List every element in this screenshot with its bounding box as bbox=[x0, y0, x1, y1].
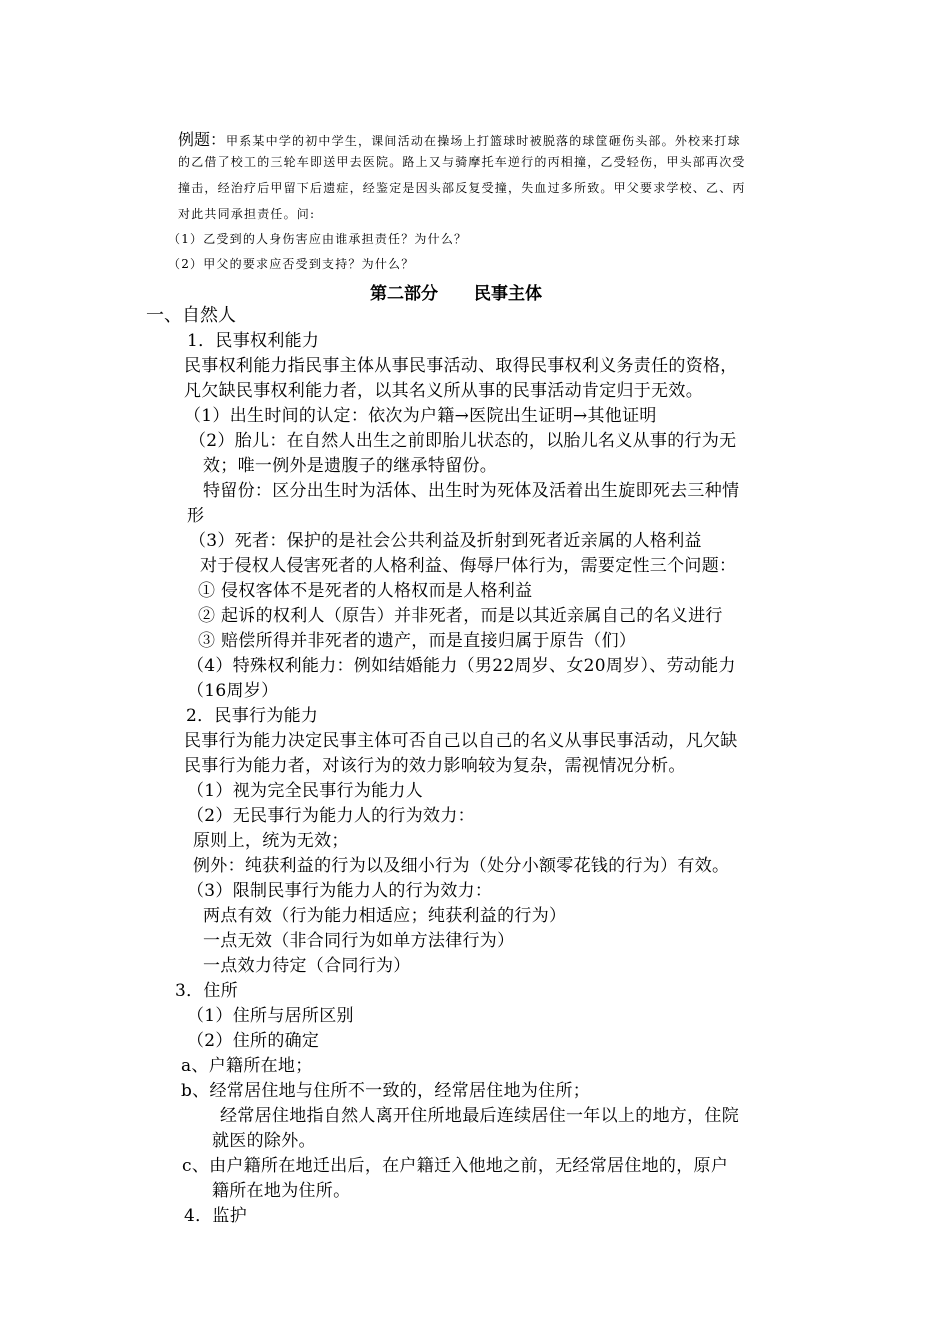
body-line: b、经常居住地与住所不一致的，经常居住地为住所； bbox=[181, 1081, 591, 1101]
body-line: 经常居住地指自然人离开住所地最后连续居住一年以上的地方，住院 bbox=[220, 1106, 739, 1126]
body-line: 民事行为能力者，对该行为的效力影响较为复杂，需视情况分析。 bbox=[184, 756, 686, 776]
body-line: 一点效力待定（合同行为） bbox=[203, 956, 411, 976]
body-line: 两点有效（行为能力相适应；纯获利益的行为） bbox=[203, 906, 567, 926]
body-line: 原则上，统为无效； bbox=[193, 831, 349, 851]
section-heading: 一、自然人 bbox=[146, 305, 236, 326]
heading-domicile: 3．住所 bbox=[175, 981, 239, 1001]
example-text-2: 的乙借了校工的三轮车即送甲去医院。路上又与骑摩托车逆行的丙相撞，乙受轻伤，甲头部再次受 bbox=[178, 155, 746, 169]
heading-capacity-rights: 1．民事权利能力 bbox=[187, 331, 320, 351]
example-text-4: 对此共同承担责任。问: bbox=[178, 207, 316, 221]
example-question-2: （2）甲父的要求应否受到支持？为什么？ bbox=[168, 257, 415, 271]
heading-guardianship: 4．监护 bbox=[184, 1206, 248, 1226]
body-line: 效；唯一例外是遗腹子的继承特留份。 bbox=[203, 456, 498, 476]
body-line: a、户籍所在地； bbox=[181, 1056, 313, 1076]
part-title bbox=[370, 279, 542, 304]
body-line: c、由户籍所在地迁出后，在户籍迁入他地之前，无经常居住地的，原户 bbox=[182, 1156, 729, 1176]
body-line: （3）限制民事行为能力人的行为效力： bbox=[187, 881, 493, 901]
body-line: （2）无民事行为能力人的行为效力： bbox=[187, 806, 475, 826]
body-line: （1）住所与居所区别 bbox=[187, 1006, 354, 1026]
body-line: （16周岁） bbox=[187, 681, 279, 701]
example-lead: 例题： bbox=[178, 130, 227, 149]
body-line: 凡欠缺民事权利能力者，以其名义所从事的民事活动肯定归于无效。 bbox=[184, 381, 703, 401]
body-line: （4）特殊权利能力：例如结婚能力（男22周岁、女20周岁）、劳动能力 bbox=[187, 656, 736, 676]
body-line: 民事权利能力指民事主体从事民事活动、取得民事权利义务责任的资格， bbox=[184, 356, 738, 376]
part-title-left: 第二部分 bbox=[370, 284, 438, 304]
body-line: ② 起诉的权利人（原告）并非死者，而是以其近亲属自己的名义进行 bbox=[198, 606, 723, 626]
body-line: （1）视为完全民事行为能力人 bbox=[187, 781, 424, 801]
body-line: （3）死者：保护的是社会公共利益及折射到死者近亲属的人格利益 bbox=[189, 531, 702, 551]
body-line: （2）胎儿：在自然人出生之前即胎儿状态的，以胎儿名义从事的行为无 bbox=[189, 431, 737, 451]
body-line: （1）出生时间的认定：依次为户籍→医院出生证明→其他证明 bbox=[184, 406, 657, 426]
example-line-1 bbox=[178, 127, 741, 150]
body-line: 籍所在地为住所。 bbox=[212, 1181, 351, 1201]
body-line: 例外：纯获利益的行为以及细小行为（处分小额零花钱的行为）有效。 bbox=[193, 856, 730, 876]
body-line: ③ 赔偿所得并非死者的遗产，而是直接归属于原告（们） bbox=[198, 631, 637, 651]
body-line: 一点无效（非合同行为如单方法律行为） bbox=[203, 931, 515, 951]
body-line: 民事行为能力决定民事主体可否自己以自己的名义从事民事活动，凡欠缺 bbox=[184, 731, 738, 751]
body-line: （2）住所的确定 bbox=[187, 1031, 320, 1051]
body-line: 就医的除外。 bbox=[212, 1131, 316, 1151]
example-question-1: （1）乙受到的人身伤害应由谁承担责任？为什么？ bbox=[168, 232, 468, 246]
heading-capacity-conduct: 2．民事行为能力 bbox=[186, 706, 319, 726]
example-text-1: 甲系某中学的初中学生，课间活动在操场上打篮球时被脱落的球筐砸伤头部。外校来打球 bbox=[226, 134, 741, 148]
part-title-right: 民事主体 bbox=[474, 284, 542, 304]
body-line: 特留份：区分出生时为活体、出生时为死体及活着出生旋即死去三种情 bbox=[203, 481, 740, 501]
body-line: 形 bbox=[187, 506, 205, 526]
example-text-3: 撞击，经治疗后甲留下后遗症，经鉴定是因头部反复受撞，失血过多所致。甲父要求学校、乙、丙 bbox=[178, 181, 746, 195]
body-line: ① 侵权客体不是死者的人格权而是人格利益 bbox=[198, 581, 533, 601]
body-line: 对于侵权人侵害死者的人格利益、侮辱尸体行为，需要定性三个问题： bbox=[200, 556, 737, 576]
